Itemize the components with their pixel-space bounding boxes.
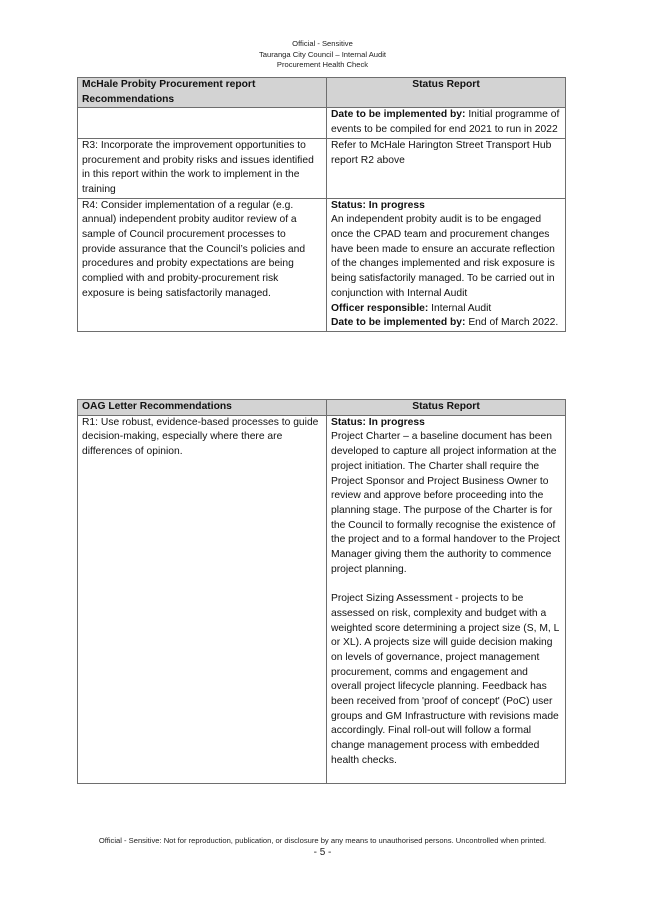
status-cell bbox=[327, 415, 566, 783]
mchale-recommendations-table bbox=[77, 77, 566, 332]
column-header-recommendations: McHale Probity Procurement report Recommendations bbox=[78, 78, 327, 108]
status-cell bbox=[327, 108, 566, 138]
column-header-recommendations: OAG Letter Recommendations bbox=[78, 400, 327, 416]
recommendation-cell: R1: Use robust, evidence-based processes to guide decision-making, especially where there are differences of opinion. bbox=[78, 415, 327, 783]
column-header-status: Status Report bbox=[327, 78, 566, 108]
header-classification: Official - Sensitive bbox=[292, 39, 353, 48]
status-label: Status: In progress bbox=[331, 199, 425, 211]
page-header bbox=[0, 39, 645, 71]
recommendation-cell: R3: Incorporate the improvement opportunities to procurement and probity risks and issues identified in this report within the work to implement in the training bbox=[78, 138, 327, 198]
oag-recommendations-table bbox=[77, 399, 566, 784]
header-document-title: Procurement Health Check bbox=[276, 60, 369, 70]
status-cell bbox=[327, 198, 566, 331]
table-row bbox=[78, 108, 566, 138]
project-charter-paragraph: Project Charter – a baseline document has been developed to capture all project information at the project initiation. The Charter shall require the Project Sponsor and Project Business Owner to review and approve before proceeding into the planning stage. The purpose of the Charter is for the Council to formally recognise the existence of the project and to a formal handover to the Project Manager giving them the authority to commence project planning. bbox=[331, 431, 560, 575]
paragraph-spacer bbox=[331, 577, 561, 592]
recommendation-cell: R4: Consider implementation of a regular (e.g. annual) independent probity auditor review of a sample of Council procurement processes to provide assurance that the Council’s policies and procedures and probity expectations are being complied with and probity-procurement risk exposure is being satisfactorily managed. bbox=[78, 198, 327, 331]
footer-notice: Official - Sensitive: Not for reproduction, publication, or disclosure by any means to unauthorised persons. Uncontrolled when printed. bbox=[98, 836, 547, 845]
table-row bbox=[78, 138, 566, 198]
status-cell: Refer to McHale Harington Street Transport Hub report R2 above bbox=[327, 138, 566, 198]
date-value: End of March 2022. bbox=[465, 317, 559, 329]
status-label: Status: In progress bbox=[331, 416, 425, 428]
officer-label: Officer responsible: bbox=[331, 302, 429, 314]
column-header-status: Status Report bbox=[327, 400, 566, 416]
page-footer bbox=[0, 835, 645, 860]
page-number: - 5 - bbox=[313, 847, 332, 858]
project-sizing-paragraph: Project Sizing Assessment - projects to be assessed on risk, complexity and budget with a weighted score determining a project size (S, M, L or XL). A projects size will guide decision making on levels of governance, project management procurement, comms and engagement and overall project lifecycle planning. Feedback has been received from 'proof of concept' (PoC) user groups and GM Infrastructure with revisions made accordingly. Final roll-out will follow a formal change management process with embedded health checks. bbox=[331, 593, 559, 766]
header-organisation: Tauranga City Council – Internal Audit bbox=[258, 49, 387, 59]
officer-value: Internal Audit bbox=[428, 302, 492, 314]
table-row bbox=[78, 415, 566, 783]
recommendation-cell bbox=[78, 108, 327, 138]
date-value: Initial programme of events to be compiled for end 2021 to run in 2022 bbox=[331, 109, 560, 136]
status-text: An independent probity audit is to be engaged once the CPAD team and procurement changes have been made to ensure an accurate reflection of the changes implemented and risk exposure is being satisfactorily managed. To be carried out in conjunction with Internal Audit bbox=[331, 214, 555, 299]
date-label: Date to be implemented by: bbox=[331, 109, 466, 121]
table-header-row bbox=[78, 78, 566, 108]
date-label: Date to be implemented by: bbox=[331, 317, 466, 329]
table-header-row bbox=[78, 400, 566, 416]
table-row bbox=[78, 198, 566, 331]
